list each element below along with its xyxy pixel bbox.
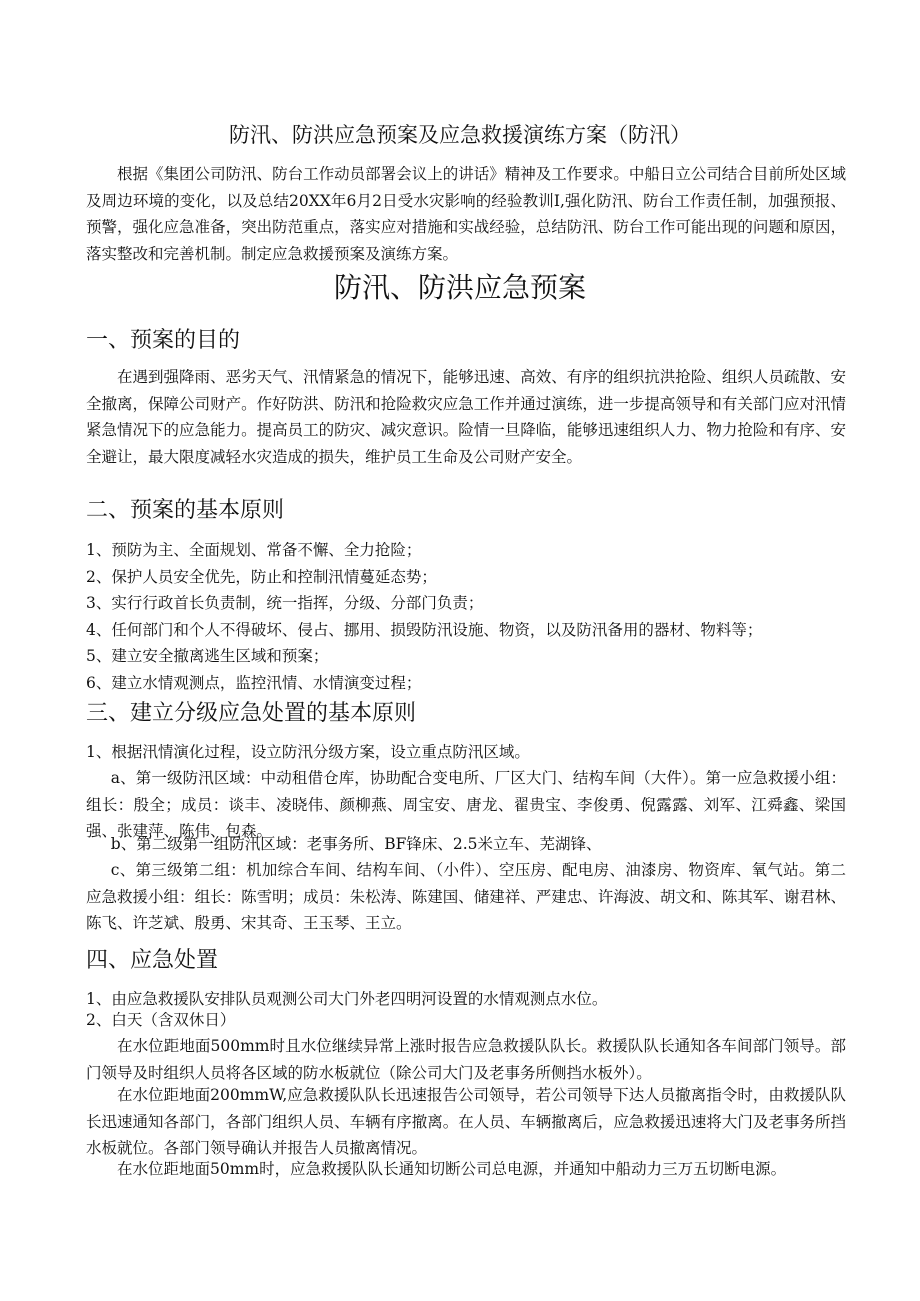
list-item: 2、保护人员安全优先，防止和控制汛情蔓延态势； <box>86 567 437 586</box>
section4-paragraph-1: 1、由应急救援队安排队员观测公司大门外老四明河设置的水情观测点水位。 <box>86 990 608 1008</box>
list-item: 5、建立安全撤离逃生区域和预案； <box>86 647 329 665</box>
list-item: 3、实行行政首长负责制，统一指挥，分级、分部门负责； <box>86 594 484 612</box>
section4-paragraph-4: 在水位距地面200mmW,应急救援队队长迅速报告公司领导，若公司领导下达人员撤离指令时，由救援队队长迅速通知各部门，各部门组织人员、车辆有序撤离。在人员、车辆撤离后，应急救援迅速将大门及老事务所挡水板就位。各部门领导确认并报告人员撤离情况。 <box>86 1086 846 1157</box>
section4-paragraph-2: 2、白天（含双休日） <box>86 1011 236 1029</box>
section1-heading: 一、预案的目的 <box>86 328 241 353</box>
section3-paragraph-b: b、第二级第一组防汛区域：老事务所、BF锋床、2.5米立车、芜湖锋、 <box>110 835 602 853</box>
list-item: 6、建立水情观测点，监控汛情、水情演变过程； <box>86 673 422 692</box>
section4-paragraph-3: 在水位距地面500mm时且水位继续异常上涨时报告应急救援队队长。救援队队长通知各车间部门领导。部门领导及时组织人员将各区域的防水板就位（除公司大门及老事务所侧挡水板外）。 <box>86 1037 846 1082</box>
section3-paragraph-c: c、第三级第二组：机加综合车间、结构车间、（小件）、空压房、配电房、油漆房、物资库、氧气站。第二应急救援小组：组长：陈雪明；成员：朱松涛、陈建国、储建祥、严建忠、许海波、胡文和、陈其军、谢君林、陈飞、许芝斌、殷勇、宋其奇、王玉琴、王立。 <box>86 861 846 932</box>
intro-paragraph: 根据《集团公司防汛、防台工作动员部署会议上的讲话》精神及工作要求。中船日立公司结合目前所处区域及周边环境的变化，以及总结20XX年6月2日受水灾影响的经验教训I,强化防汛、防台工作责任制，加强预报、预警，强化应急准备，突出防范重点，落实应对措施和实战经验，总结防汛、防台工作可能出现的问题和原因，落实整改和完善机制。制定应急救援预案及演练方案。 <box>86 165 846 263</box>
document-title: 防汛、防洪应急预案及应急救援演练方案（防汛） <box>229 123 691 147</box>
section1-body: 在遇到强降雨、恶劣天气、汛情紧急的情况下，能够迅速、高效、有序的组织抗洪抢险、组织人员疏散、安全撤离，保障公司财产。作好防洪、防汛和抢险救灾应急工作并通过演练，进一步提高领导和有关部门应对汛情紧急情况下的应急能力。提高员工的防灾、减灾意识。险情一旦降临，能够迅速组织人力、物力抢险和有序、安全避让，最大限度减轻水灾造成的损失，维护员工生命及公司财产安全。 <box>86 368 846 466</box>
section3-heading: 三、建立分级应急处置的基本原则 <box>86 701 417 726</box>
section4-paragraph-5: 在水位距地面50mm时，应急救援队队长通知切断公司总电源，并通知中船动力三万五切断电源。 <box>117 1160 787 1178</box>
principles-list <box>86 537 866 696</box>
section4-heading: 四、应急处置 <box>86 948 219 973</box>
section3-paragraph-a: a、第一级防汛区域：中动租借仓库，协助配合变电所、厂区大门、结构车间（大件）。第一应急救援小组：组长：殷全；成员：谈丰、凌晓伟、颜柳燕、周宝安、唐龙、翟贵宝、李俊勇、倪露露、刘军、江舜鑫、梁国强、张建萍、陈伟、包森。 <box>86 769 846 840</box>
section2-heading: 二、预案的基本原则 <box>86 498 285 523</box>
list-item: 1、预防为主、全面规划、常备不懈、全力抢险； <box>86 541 422 559</box>
section3-paragraph-1: 1、根据汛情演化过程，设立防汛分级方案，设立重点防汛区域。 <box>86 743 530 761</box>
main-title: 防汛、防洪应急预案 <box>333 271 586 304</box>
list-item: 4、任何部门和个人不得破坏、侵占、挪用、损毁防汛设施、物资，以及防汛备用的器材、物料等； <box>86 620 763 639</box>
